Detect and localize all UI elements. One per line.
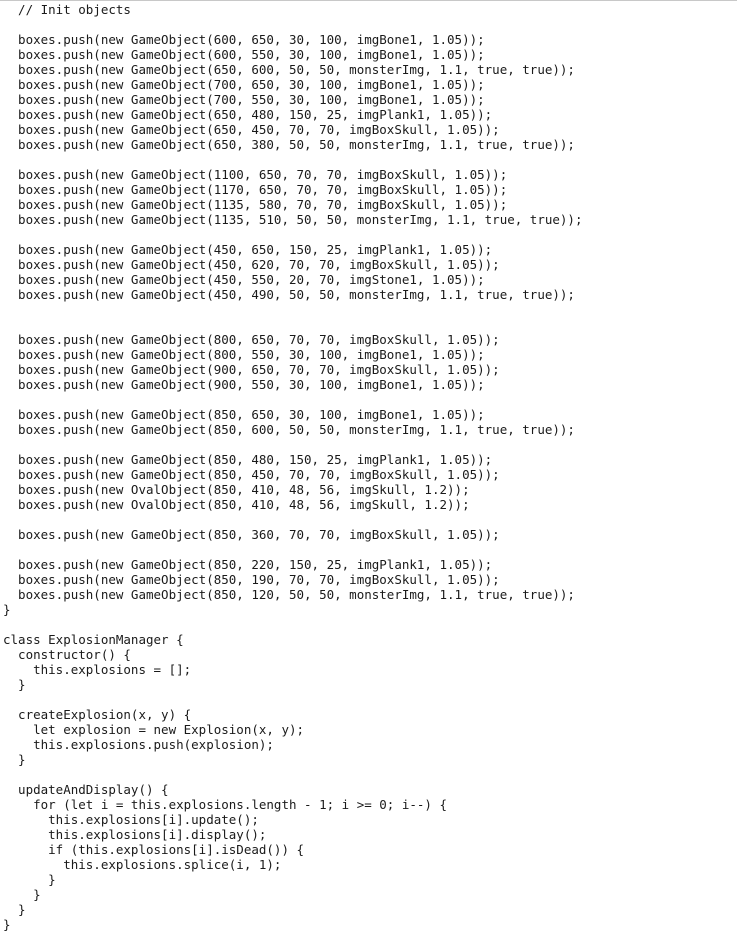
code-line: boxes.push(new GameObject(850, 360, 70, 70, imgBoxSkull, 1.05)); (3, 527, 500, 542)
code-line (3, 692, 582, 707)
code-line (3, 767, 582, 782)
code-line: } (3, 872, 56, 887)
code-line: } (3, 917, 11, 932)
code-line: class ExplosionManager { (3, 632, 184, 647)
code-line: boxes.push(new GameObject(450, 650, 150, 25, imgPlank1, 1.05)); (3, 242, 493, 257)
code-line: boxes.push(new GameObject(900, 550, 30, 100, imgBone1, 1.05)); (3, 377, 485, 392)
code-line: boxes.push(new GameObject(600, 550, 30, 100, imgBone1, 1.05)); (3, 47, 485, 62)
code-line (3, 17, 582, 32)
code-line: this.explosions = []; (3, 662, 192, 677)
code-line: boxes.push(new GameObject(850, 450, 70, 70, imgBoxSkull, 1.05)); (3, 467, 500, 482)
code-line: } (3, 902, 26, 917)
code-line: updateAndDisplay() { (3, 782, 169, 797)
code-line: boxes.push(new OvalObject(850, 410, 48, 56, imgSkull, 1.2)); (3, 497, 470, 512)
code-line: } (3, 887, 41, 902)
code-line: for (let i = this.explosions.length - 1; i >= 0; i--) { (3, 797, 448, 812)
code-line: boxes.push(new OvalObject(850, 410, 48, 56, imgSkull, 1.2)); (3, 482, 470, 497)
code-line (3, 302, 582, 317)
code-line: // Init objects (3, 2, 131, 17)
code-line (3, 317, 582, 332)
code-line: boxes.push(new GameObject(450, 490, 50, 50, monsterImg, 1.1, true, true)); (3, 287, 575, 302)
code-line: boxes.push(new GameObject(450, 550, 20, 70, imgStone1, 1.05)); (3, 272, 485, 287)
code-line: constructor() { (3, 647, 131, 662)
code-line: boxes.push(new GameObject(850, 120, 50, 50, monsterImg, 1.1, true, true)); (3, 587, 575, 602)
code-line: boxes.push(new GameObject(850, 650, 30, 100, imgBone1, 1.05)); (3, 407, 485, 422)
code-line (3, 152, 582, 167)
code-line: boxes.push(new GameObject(850, 190, 70, 70, imgBoxSkull, 1.05)); (3, 572, 500, 587)
code-line: this.explosions.splice(i, 1); (3, 857, 282, 872)
code-line: boxes.push(new GameObject(650, 450, 70, 70, imgBoxSkull, 1.05)); (3, 122, 500, 137)
code-line: boxes.push(new GameObject(450, 620, 70, 70, imgBoxSkull, 1.05)); (3, 257, 500, 272)
code-line: this.explosions[i].update(); (3, 812, 259, 827)
code-line: boxes.push(new GameObject(850, 480, 150, 25, imgPlank1, 1.05)); (3, 452, 493, 467)
code-line (3, 227, 582, 242)
code-line: boxes.push(new GameObject(850, 220, 150, 25, imgPlank1, 1.05)); (3, 557, 493, 572)
code-line: boxes.push(new GameObject(1135, 510, 50, 50, monsterImg, 1.1, true, true)); (3, 212, 583, 227)
code-line: } (3, 752, 26, 767)
code-line: this.explosions[i].display(); (3, 827, 267, 842)
code-line: boxes.push(new GameObject(600, 650, 30, 100, imgBone1, 1.05)); (3, 32, 485, 47)
code-line: boxes.push(new GameObject(650, 480, 150, 25, imgPlank1, 1.05)); (3, 107, 493, 122)
code-line: boxes.push(new GameObject(1170, 650, 70, 70, imgBoxSkull, 1.05)); (3, 182, 508, 197)
code-line (3, 542, 582, 557)
code-line: createExplosion(x, y) { (3, 707, 192, 722)
code-line: } (3, 602, 11, 617)
code-line: boxes.push(new GameObject(700, 650, 30, 100, imgBone1, 1.05)); (3, 77, 485, 92)
code-line: boxes.push(new GameObject(800, 650, 70, 70, imgBoxSkull, 1.05)); (3, 332, 500, 347)
code-line: let explosion = new Explosion(x, y); (3, 722, 305, 737)
code-line: boxes.push(new GameObject(1135, 580, 70, 70, imgBoxSkull, 1.05)); (3, 197, 508, 212)
code-text[interactable] (3, 2, 582, 932)
code-line: this.explosions.push(explosion); (3, 737, 274, 752)
code-line: if (this.explosions[i].isDead()) { (3, 842, 305, 857)
code-line: } (3, 677, 26, 692)
code-line (3, 512, 582, 527)
code-line (3, 392, 582, 407)
code-line: boxes.push(new GameObject(850, 600, 50, 50, monsterImg, 1.1, true, true)); (3, 422, 575, 437)
code-line: boxes.push(new GameObject(650, 600, 50, 50, monsterImg, 1.1, true, true)); (3, 62, 575, 77)
code-line: boxes.push(new GameObject(650, 380, 50, 50, monsterImg, 1.1, true, true)); (3, 137, 575, 152)
code-line: boxes.push(new GameObject(1100, 650, 70, 70, imgBoxSkull, 1.05)); (3, 167, 508, 182)
code-line (3, 617, 582, 632)
code-line: boxes.push(new GameObject(900, 650, 70, 70, imgBoxSkull, 1.05)); (3, 362, 500, 377)
code-line: boxes.push(new GameObject(800, 550, 30, 100, imgBone1, 1.05)); (3, 347, 485, 362)
code-line: boxes.push(new GameObject(700, 550, 30, 100, imgBone1, 1.05)); (3, 92, 485, 107)
code-line (3, 437, 582, 452)
